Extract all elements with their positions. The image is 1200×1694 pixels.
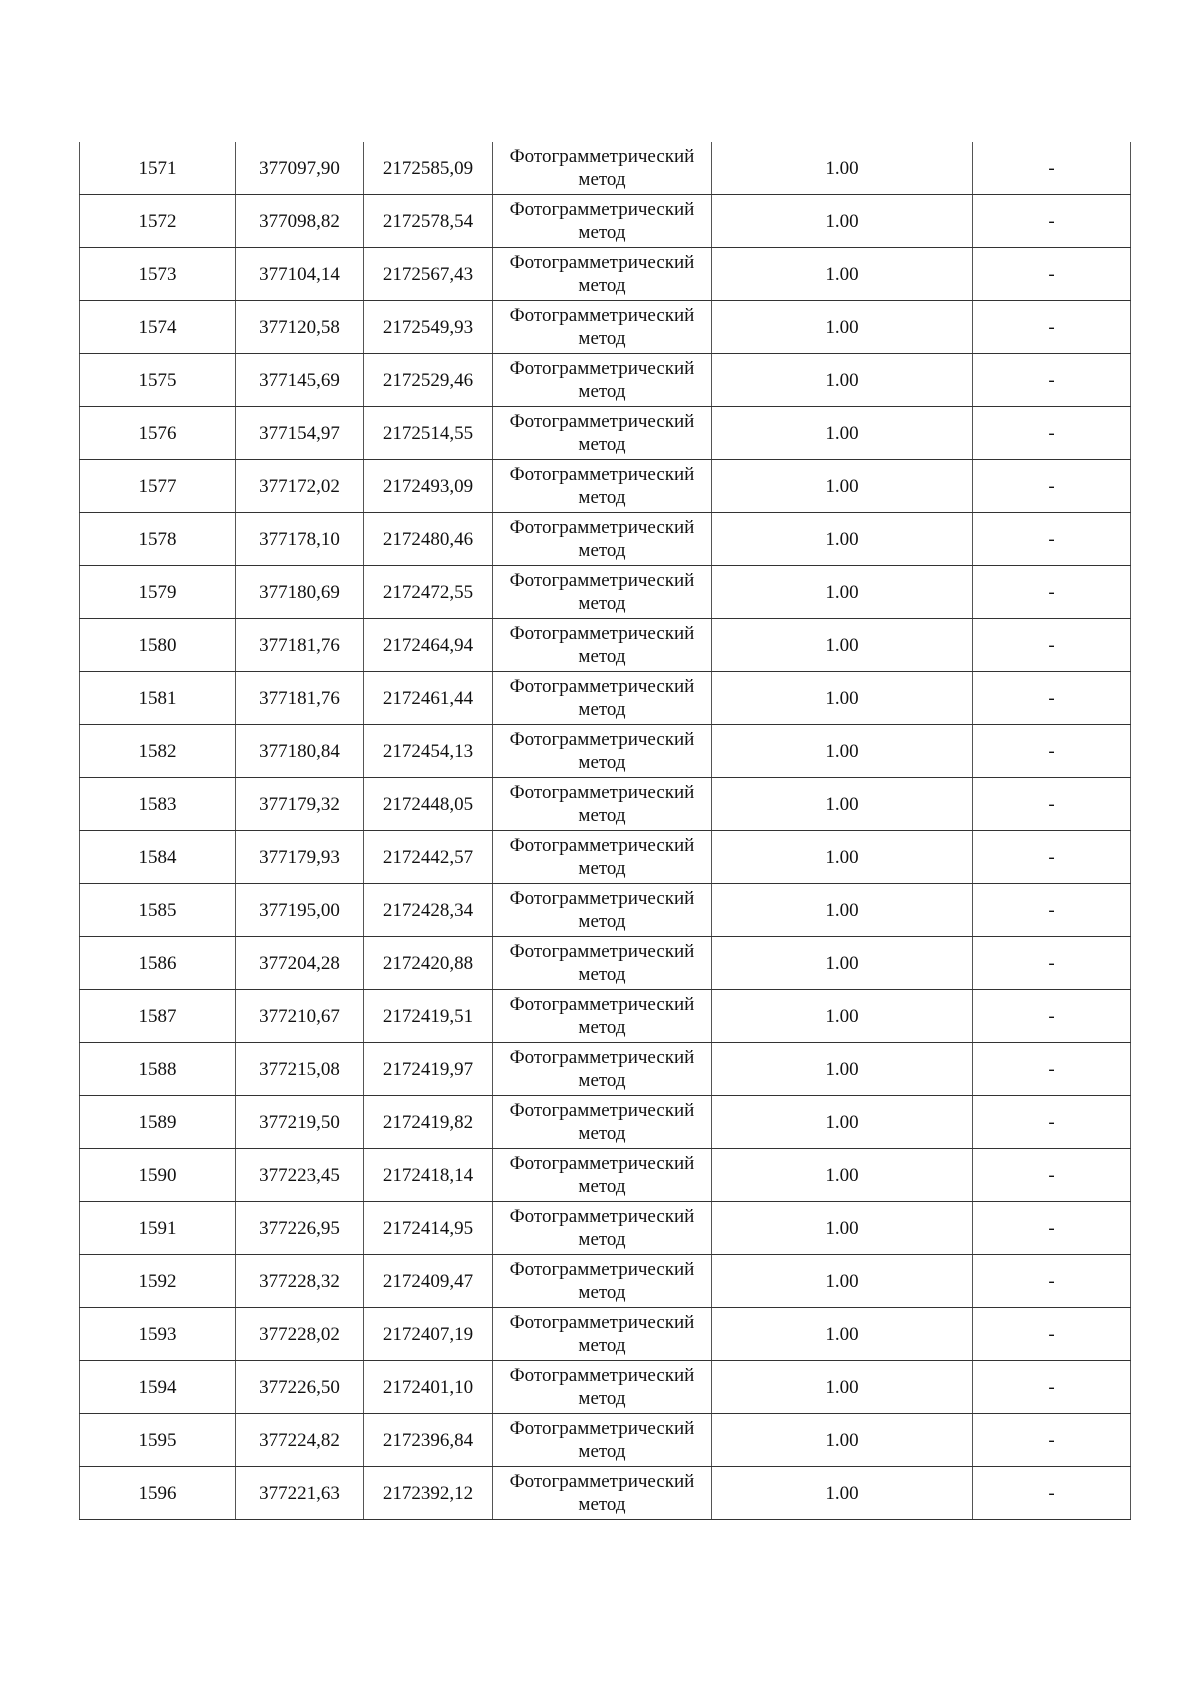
x-coordinate-cell: 377179,93 xyxy=(236,831,364,884)
method-cell xyxy=(493,566,712,619)
table-row xyxy=(80,195,1131,248)
method-line-1: Фотограмметрический xyxy=(509,888,695,909)
coordinates-table xyxy=(79,142,1131,1520)
method-line-2: метод xyxy=(578,911,626,932)
method-cell xyxy=(493,460,712,513)
note-cell: - xyxy=(973,142,1131,195)
note-cell: - xyxy=(973,1096,1131,1149)
table-row xyxy=(80,1255,1131,1308)
note-cell: - xyxy=(973,513,1131,566)
method-line-2: метод xyxy=(578,1335,626,1356)
method-line-2: метод xyxy=(578,1176,626,1197)
x-coordinate-cell: 377178,10 xyxy=(236,513,364,566)
y-coordinate-cell: 2172409,47 xyxy=(364,1255,493,1308)
point-number-cell: 1575 xyxy=(80,354,236,407)
point-number-cell: 1583 xyxy=(80,778,236,831)
x-coordinate-cell: 377228,02 xyxy=(236,1308,364,1361)
x-coordinate-cell: 377180,84 xyxy=(236,725,364,778)
note-cell: - xyxy=(973,248,1131,301)
method-cell xyxy=(493,1202,712,1255)
table-row xyxy=(80,248,1131,301)
method-line-2: метод xyxy=(578,381,626,402)
y-coordinate-cell: 2172401,10 xyxy=(364,1361,493,1414)
table-row xyxy=(80,1096,1131,1149)
method-line-2: метод xyxy=(578,1441,626,1462)
table-row xyxy=(80,1149,1131,1202)
point-number-cell: 1594 xyxy=(80,1361,236,1414)
precision-cell: 1.00 xyxy=(712,619,973,672)
table-row xyxy=(80,566,1131,619)
method-cell xyxy=(493,142,712,195)
table-row xyxy=(80,619,1131,672)
precision-cell: 1.00 xyxy=(712,460,973,513)
y-coordinate-cell: 2172420,88 xyxy=(364,937,493,990)
table-row xyxy=(80,990,1131,1043)
note-cell: - xyxy=(973,1149,1131,1202)
point-number-cell: 1588 xyxy=(80,1043,236,1096)
y-coordinate-cell: 2172454,13 xyxy=(364,725,493,778)
y-coordinate-cell: 2172396,84 xyxy=(364,1414,493,1467)
point-number-cell: 1577 xyxy=(80,460,236,513)
point-number-cell: 1591 xyxy=(80,1202,236,1255)
note-cell: - xyxy=(973,831,1131,884)
method-line-1: Фотограмметрический xyxy=(509,146,695,167)
method-line-2: метод xyxy=(578,752,626,773)
point-number-cell: 1587 xyxy=(80,990,236,1043)
point-number-cell: 1593 xyxy=(80,1308,236,1361)
method-line-1: Фотограмметрический xyxy=(509,623,695,644)
x-coordinate-cell: 377228,32 xyxy=(236,1255,364,1308)
x-coordinate-cell: 377181,76 xyxy=(236,672,364,725)
y-coordinate-cell: 2172448,05 xyxy=(364,778,493,831)
point-number-cell: 1590 xyxy=(80,1149,236,1202)
precision-cell: 1.00 xyxy=(712,566,973,619)
note-cell: - xyxy=(973,778,1131,831)
method-cell xyxy=(493,1467,712,1520)
precision-cell: 1.00 xyxy=(712,407,973,460)
method-line-2: метод xyxy=(578,858,626,879)
point-number-cell: 1586 xyxy=(80,937,236,990)
method-line-2: метод xyxy=(578,1229,626,1250)
note-cell: - xyxy=(973,884,1131,937)
note-cell: - xyxy=(973,1255,1131,1308)
precision-cell: 1.00 xyxy=(712,301,973,354)
note-cell: - xyxy=(973,407,1131,460)
x-coordinate-cell: 377172,02 xyxy=(236,460,364,513)
point-number-cell: 1579 xyxy=(80,566,236,619)
table-row xyxy=(80,1043,1131,1096)
note-cell: - xyxy=(973,990,1131,1043)
method-cell xyxy=(493,778,712,831)
precision-cell: 1.00 xyxy=(712,513,973,566)
method-cell xyxy=(493,990,712,1043)
point-number-cell: 1589 xyxy=(80,1096,236,1149)
table-row xyxy=(80,1308,1131,1361)
precision-cell: 1.00 xyxy=(712,354,973,407)
note-cell: - xyxy=(973,460,1131,513)
x-coordinate-cell: 377145,69 xyxy=(236,354,364,407)
y-coordinate-cell: 2172567,43 xyxy=(364,248,493,301)
y-coordinate-cell: 2172419,82 xyxy=(364,1096,493,1149)
point-number-cell: 1572 xyxy=(80,195,236,248)
y-coordinate-cell: 2172419,97 xyxy=(364,1043,493,1096)
note-cell: - xyxy=(973,672,1131,725)
y-coordinate-cell: 2172549,93 xyxy=(364,301,493,354)
method-cell xyxy=(493,725,712,778)
y-coordinate-cell: 2172442,57 xyxy=(364,831,493,884)
y-coordinate-cell: 2172414,95 xyxy=(364,1202,493,1255)
note-cell: - xyxy=(973,566,1131,619)
y-coordinate-cell: 2172529,46 xyxy=(364,354,493,407)
y-coordinate-cell: 2172461,44 xyxy=(364,672,493,725)
method-line-2: метод xyxy=(578,1494,626,1515)
method-line-1: Фотограмметрический xyxy=(509,1100,695,1121)
method-line-1: Фотограмметрический xyxy=(509,994,695,1015)
method-line-1: Фотограмметрический xyxy=(509,411,695,432)
method-cell xyxy=(493,407,712,460)
note-cell: - xyxy=(973,1308,1131,1361)
method-cell xyxy=(493,1361,712,1414)
precision-cell: 1.00 xyxy=(712,1202,973,1255)
note-cell: - xyxy=(973,1414,1131,1467)
y-coordinate-cell: 2172428,34 xyxy=(364,884,493,937)
method-line-1: Фотограмметрический xyxy=(509,729,695,750)
method-line-1: Фотограмметрический xyxy=(509,1206,695,1227)
precision-cell: 1.00 xyxy=(712,1149,973,1202)
y-coordinate-cell: 2172514,55 xyxy=(364,407,493,460)
method-cell xyxy=(493,1096,712,1149)
point-number-cell: 1578 xyxy=(80,513,236,566)
method-cell xyxy=(493,1308,712,1361)
precision-cell: 1.00 xyxy=(712,195,973,248)
point-number-cell: 1595 xyxy=(80,1414,236,1467)
table-row xyxy=(80,1202,1131,1255)
method-cell xyxy=(493,301,712,354)
note-cell: - xyxy=(973,619,1131,672)
method-line-1: Фотограмметрический xyxy=(509,199,695,220)
method-cell xyxy=(493,1414,712,1467)
point-number-cell: 1580 xyxy=(80,619,236,672)
x-coordinate-cell: 377219,50 xyxy=(236,1096,364,1149)
method-line-1: Фотограмметрический xyxy=(509,1312,695,1333)
note-cell: - xyxy=(973,1043,1131,1096)
x-coordinate-cell: 377224,82 xyxy=(236,1414,364,1467)
y-coordinate-cell: 2172464,94 xyxy=(364,619,493,672)
table-row xyxy=(80,513,1131,566)
table-row xyxy=(80,301,1131,354)
point-number-cell: 1574 xyxy=(80,301,236,354)
y-coordinate-cell: 2172578,54 xyxy=(364,195,493,248)
method-line-2: метод xyxy=(578,222,626,243)
coordinates-table-body xyxy=(80,142,1131,1520)
method-line-1: Фотограмметрический xyxy=(509,464,695,485)
point-number-cell: 1582 xyxy=(80,725,236,778)
method-line-1: Фотограмметрический xyxy=(509,1047,695,1068)
x-coordinate-cell: 377097,90 xyxy=(236,142,364,195)
precision-cell: 1.00 xyxy=(712,725,973,778)
x-coordinate-cell: 377215,08 xyxy=(236,1043,364,1096)
method-line-2: метод xyxy=(578,1070,626,1091)
method-line-1: Фотограмметрический xyxy=(509,358,695,379)
table-row xyxy=(80,725,1131,778)
x-coordinate-cell: 377195,00 xyxy=(236,884,364,937)
note-cell: - xyxy=(973,195,1131,248)
x-coordinate-cell: 377210,67 xyxy=(236,990,364,1043)
table-row xyxy=(80,354,1131,407)
y-coordinate-cell: 2172418,14 xyxy=(364,1149,493,1202)
x-coordinate-cell: 377226,50 xyxy=(236,1361,364,1414)
method-cell xyxy=(493,937,712,990)
method-line-2: метод xyxy=(578,1017,626,1038)
method-line-2: метод xyxy=(578,593,626,614)
method-cell xyxy=(493,884,712,937)
method-line-2: метод xyxy=(578,434,626,455)
method-line-2: метод xyxy=(578,805,626,826)
method-line-2: метод xyxy=(578,1388,626,1409)
method-line-1: Фотограмметрический xyxy=(509,1153,695,1174)
method-line-2: метод xyxy=(578,964,626,985)
precision-cell: 1.00 xyxy=(712,990,973,1043)
point-number-cell: 1571 xyxy=(80,142,236,195)
y-coordinate-cell: 2172585,09 xyxy=(364,142,493,195)
table-row xyxy=(80,884,1131,937)
note-cell: - xyxy=(973,354,1131,407)
precision-cell: 1.00 xyxy=(712,778,973,831)
precision-cell: 1.00 xyxy=(712,1414,973,1467)
method-line-2: метод xyxy=(578,328,626,349)
y-coordinate-cell: 2172472,55 xyxy=(364,566,493,619)
method-line-1: Фотограмметрический xyxy=(509,517,695,538)
precision-cell: 1.00 xyxy=(712,831,973,884)
method-line-1: Фотограмметрический xyxy=(509,1365,695,1386)
method-line-1: Фотограмметрический xyxy=(509,1259,695,1280)
point-number-cell: 1592 xyxy=(80,1255,236,1308)
method-line-2: метод xyxy=(578,487,626,508)
point-number-cell: 1576 xyxy=(80,407,236,460)
method-cell xyxy=(493,354,712,407)
method-cell xyxy=(493,1149,712,1202)
table-row xyxy=(80,1414,1131,1467)
x-coordinate-cell: 377154,97 xyxy=(236,407,364,460)
method-cell xyxy=(493,248,712,301)
method-cell xyxy=(493,195,712,248)
precision-cell: 1.00 xyxy=(712,1467,973,1520)
method-line-2: метод xyxy=(578,1123,626,1144)
method-cell xyxy=(493,513,712,566)
x-coordinate-cell: 377223,45 xyxy=(236,1149,364,1202)
note-cell: - xyxy=(973,1202,1131,1255)
point-number-cell: 1581 xyxy=(80,672,236,725)
y-coordinate-cell: 2172419,51 xyxy=(364,990,493,1043)
method-line-2: метод xyxy=(578,169,626,190)
table-row xyxy=(80,831,1131,884)
x-coordinate-cell: 377120,58 xyxy=(236,301,364,354)
note-cell: - xyxy=(973,1467,1131,1520)
point-number-cell: 1596 xyxy=(80,1467,236,1520)
precision-cell: 1.00 xyxy=(712,142,973,195)
method-line-1: Фотограмметрический xyxy=(509,570,695,591)
precision-cell: 1.00 xyxy=(712,248,973,301)
method-line-2: метод xyxy=(578,1282,626,1303)
precision-cell: 1.00 xyxy=(712,1043,973,1096)
method-line-1: Фотограмметрический xyxy=(509,1471,695,1492)
method-line-1: Фотограмметрический xyxy=(509,305,695,326)
method-line-1: Фотограмметрический xyxy=(509,782,695,803)
precision-cell: 1.00 xyxy=(712,937,973,990)
method-cell xyxy=(493,1043,712,1096)
table-row xyxy=(80,672,1131,725)
method-line-1: Фотограмметрический xyxy=(509,1418,695,1439)
precision-cell: 1.00 xyxy=(712,1096,973,1149)
table-row xyxy=(80,937,1131,990)
y-coordinate-cell: 2172407,19 xyxy=(364,1308,493,1361)
x-coordinate-cell: 377181,76 xyxy=(236,619,364,672)
x-coordinate-cell: 377179,32 xyxy=(236,778,364,831)
precision-cell: 1.00 xyxy=(712,1255,973,1308)
y-coordinate-cell: 2172493,09 xyxy=(364,460,493,513)
note-cell: - xyxy=(973,937,1131,990)
point-number-cell: 1585 xyxy=(80,884,236,937)
x-coordinate-cell: 377104,14 xyxy=(236,248,364,301)
note-cell: - xyxy=(973,1361,1131,1414)
table-row xyxy=(80,1467,1131,1520)
method-line-2: метод xyxy=(578,540,626,561)
precision-cell: 1.00 xyxy=(712,672,973,725)
table-row xyxy=(80,460,1131,513)
method-line-2: метод xyxy=(578,699,626,720)
method-line-1: Фотограмметрический xyxy=(509,252,695,273)
method-cell xyxy=(493,619,712,672)
point-number-cell: 1584 xyxy=(80,831,236,884)
method-line-1: Фотограмметрический xyxy=(509,676,695,697)
method-line-1: Фотограмметрический xyxy=(509,835,695,856)
x-coordinate-cell: 377221,63 xyxy=(236,1467,364,1520)
y-coordinate-cell: 2172392,12 xyxy=(364,1467,493,1520)
precision-cell: 1.00 xyxy=(712,1308,973,1361)
note-cell: - xyxy=(973,301,1131,354)
precision-cell: 1.00 xyxy=(712,884,973,937)
precision-cell: 1.00 xyxy=(712,1361,973,1414)
table-row xyxy=(80,407,1131,460)
point-number-cell: 1573 xyxy=(80,248,236,301)
note-cell: - xyxy=(973,725,1131,778)
x-coordinate-cell: 377098,82 xyxy=(236,195,364,248)
y-coordinate-cell: 2172480,46 xyxy=(364,513,493,566)
method-cell xyxy=(493,672,712,725)
method-line-1: Фотограмметрический xyxy=(509,941,695,962)
x-coordinate-cell: 377226,95 xyxy=(236,1202,364,1255)
x-coordinate-cell: 377204,28 xyxy=(236,937,364,990)
table-row xyxy=(80,778,1131,831)
x-coordinate-cell: 377180,69 xyxy=(236,566,364,619)
method-cell xyxy=(493,1255,712,1308)
table-row xyxy=(80,1361,1131,1414)
method-line-2: метод xyxy=(578,275,626,296)
table-row xyxy=(80,142,1131,195)
method-cell xyxy=(493,831,712,884)
method-line-2: метод xyxy=(578,646,626,667)
